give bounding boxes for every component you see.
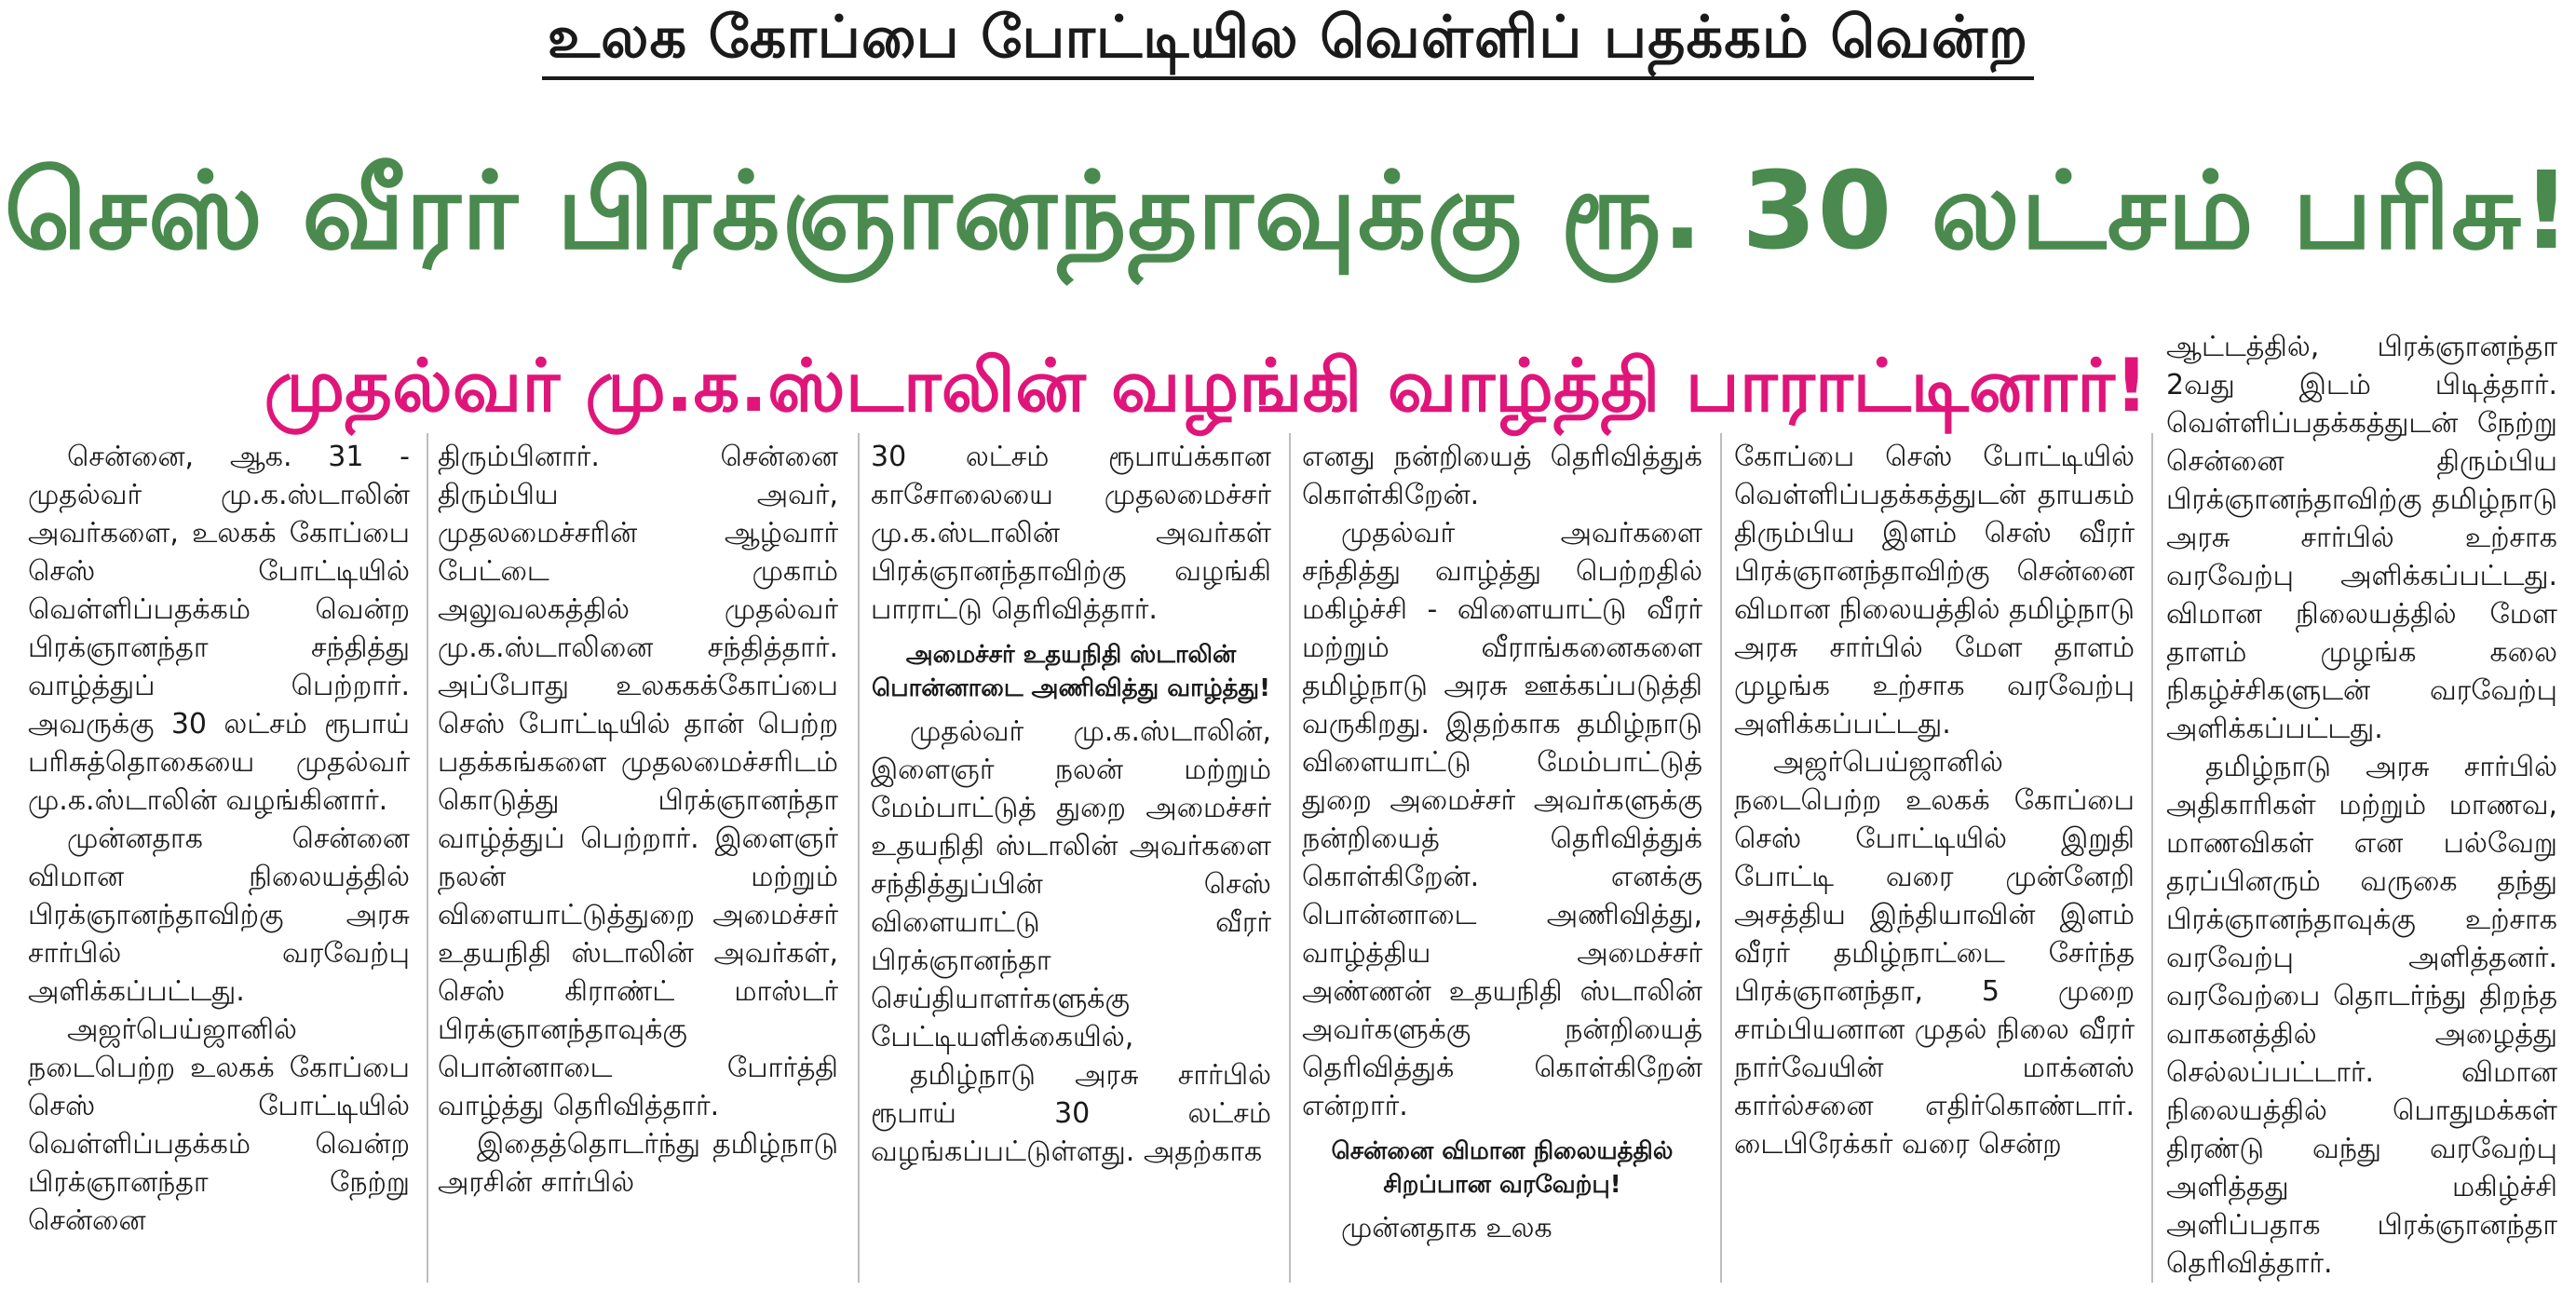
paragraph: இதைத்தொடர்ந்து தமிழ்நாடு அரசின் சார்பில் <box>438 1128 838 1199</box>
kicker-text: உலக கோப்பை போட்டியில வெள்ளிப் பதக்கம் வென்ற <box>542 0 2035 80</box>
paragraph: முதல்வர் அவர்களை சந்தித்து வாழ்த்து பெற்றதில் மகிழ்ச்சி - விளையாட்டு வீரர் மற்றும் வீராங்கனைகளை தமிழ்நாடு அரசு ஊக்கப்படுத்தி வருகிறது. இதற்காக தமிழ்நாடு விளையாட்டு மேம்பாட்டுத் துறை அமைச்சர் அவர்களுக்கு நன்றியைத் தெரிவித்துக் கொள்கிறேன். எனக்கு பொன்னாடை அணிவித்து, வாழ்த்திய அமைச்சர் அண்ணன் உதயநிதி ஸ்டாலின் அவர்களுக்கு நன்றியைத் தெரிவித்துக் கொள்கிறேன் என்றார். <box>1302 517 1702 1122</box>
paragraph: முன்னதாக சென்னை விமான நிலையத்தில் பிரக்ஞானந்தாவிற்கு அரசு சார்பில் வரவேற்பு அளிக்கப்பட்டது. <box>28 822 410 1008</box>
article-column-6 <box>2166 328 2557 1285</box>
paragraph: எனது நன்றியைத் தெரிவித்துக் கொள்கிறேன். <box>1302 441 1702 511</box>
paragraph: 30 லட்சம் ரூபாய்க்கான காசோலையை முதலமைச்சர் மு.க.ஸ்டாலின் அவர்கள் பிரக்ஞானந்தாவிற்கு வழங்கி பாராட்டு தெரிவித்தார். <box>871 441 1271 626</box>
kicker-headline <box>0 0 2576 86</box>
column-rule <box>1720 433 1722 1283</box>
paragraph: தமிழ்நாடு அரசு சார்பில் ரூபாய் 30 லட்சம் வழங்கப்பட்டுள்ளது. அதற்காக <box>871 1059 1271 1168</box>
paragraph: தமிழ்நாடு அரசு சார்பில் அதிகாரிகள் மற்றும் மாணவ, மாணவிகள் என பல்வேறு தரப்பினரும் வருகை தந்து பிரக்ஞானந்தாவுக்கு உற்சாக வரவேற்பு அளித்தனர். வரவேற்பை தொடர்ந்து திறந்த வாகனத்தில் அழைத்து செல்லப்பட்டார். விமான நிலையத்தில் பொதுமக்கள் திரண்டு வந்து வரவேற்பு அளித்தது மகிழ்ச்சி அளிப்பதாக பிரக்ஞானந்தா தெரிவித்தார். <box>2166 751 2557 1280</box>
article-column-2 <box>438 438 838 1285</box>
paragraph: முன்னதாக உலக <box>1341 1212 1552 1244</box>
column-rule <box>858 433 860 1283</box>
section-subheading: சென்னை விமான நிலையத்தில் சிறப்பான வரவேற்பு! <box>1331 1137 1674 1199</box>
article-column-3 <box>871 438 1271 1285</box>
article-column-5 <box>1734 438 2135 1285</box>
paragraph: கோப்பை செஸ் போட்டியில் வெள்ளிப்பதக்கத்துடன் தாயகம் திரும்பிய இளம் செஸ் வீரர் பிரக்ஞானந்தாவிற்கு சென்னை விமான நிலையத்தில் தமிழ்நாடு அரசு சார்பில் மேள தாளம் முழங்க உற்சாக வரவேற்பு அளிக்கப்பட்டது. <box>1734 441 2135 741</box>
paragraph: அஜர்பெய்ஜானில் நடைபெற்ற உலகக் கோப்பை செஸ் போட்டியில் இறுதி போட்டி வரை முன்னேறி அசத்திய இந்தியாவின் இளம் வீரர் தமிழ்நாட்டை சேர்ந்த பிரக்ஞானந்தா, 5 முறை சாம்பியனான முதல் நிலை வீரர் நார்வேயின் மாக்னஸ் கார்ல்சனை எதிர்கொண்டார். டைபிரேக்கர் வரை சென்ற <box>1734 746 2135 1161</box>
paragraph: திரும்பினார். சென்னை திரும்பிய அவர், முதலமைச்சரின் ஆழ்வார் பேட்டை முகாம் அலுவலகத்தில் முதல்வர் மு.க.ஸ்டாலினை சந்தித்தார். அப்போது உலககக்கோப்பை செஸ் போட்டியில் தான் பெற்ற பதக்கங்களை முதலமைச்சரிடம் கொடுத்து பிரக்ஞானந்தா வாழ்த்துப் பெற்றார். இளைஞர் நலன் மற்றும் விளையாட்டுத்துறை அமைச்சர் உதயநிதி ஸ்டாலின் அவர்கள், செஸ் கிராண்ட் மாஸ்டர் பிரக்ஞானந்தாவுக்கு பொன்னாடை போர்த்தி வாழ்த்து தெரிவித்தார். <box>438 441 838 1122</box>
article-column-1 <box>28 438 410 1285</box>
sub-headline: முதல்வர் மு.க.ஸ்டாலின் வழங்கி வாழ்த்தி பாராட்டினார்! <box>264 345 2149 428</box>
paragraph: முதல்வர் மு.க.ஸ்டாலின், இளைஞர் நலன் மற்றும் மேம்பாட்டுத் துறை அமைச்சர் உதயநிதி ஸ்டாலின் அவர்களை சந்தித்துப்பின் செஸ் விளையாட்டு வீரர் பிரக்ஞானந்தா செய்தியாளர்களுக்கு பேட்டியளிக்கையில், <box>871 715 1271 1053</box>
column-rule <box>427 433 428 1283</box>
main-headline: செஸ் வீரர் பிரக்ஞானந்தாவுக்கு ரூ. 30 லட்சம் பரிசு! <box>4 149 2572 274</box>
article-column-4 <box>1302 438 1702 1285</box>
column-rule <box>2151 433 2153 1283</box>
column-rule <box>1289 433 1291 1283</box>
paragraph: ஆட்டத்தில், பிரக்ஞானந்தா 2வது இடம் பிடித்தார். வெள்ளிப்பதக்கத்துடன் நேற்று சென்னை திரும்பிய பிரக்ஞானந்தாவிற்கு தமிழ்நாடு அரசு சார்பில் உற்சாக வரவேற்பு அளிக்கப்பட்டது. விமான நிலையத்தில் மேள தாளம் முழங்க கலை நிகழ்ச்சிகளுடன் வரவேற்பு அளிக்கப்பட்டது. <box>2166 331 2557 745</box>
section-subheading: அமைச்சர் உதயநிதி ஸ்டாலின் பொன்னாடை அணிவித்து வாழ்த்து! <box>872 641 1270 702</box>
paragraph: அஜர்பெய்ஜானில் நடைபெற்ற உலகக் கோப்பை செஸ் போட்டியில் வெள்ளிப்பதக்கம் வென்ற பிரக்ஞானந்தா நேற்று சென்னை <box>28 1013 410 1237</box>
paragraph: சென்னை, ஆக. 31 - முதல்வர் மு.க.ஸ்டாலின் அவர்களை, உலகக் கோப்பை செஸ் போட்டியில் வெள்ளிப்பதக்கம் வென்ற பிரக்ஞானந்தா சந்தித்து வாழ்த்துப் பெற்றார். அவருக்கு 30 லட்சம் ரூபாய் பரிசுத்தொகையை முதல்வர் மு.க.ஸ்டாலின் வழங்கினார். <box>28 441 410 817</box>
